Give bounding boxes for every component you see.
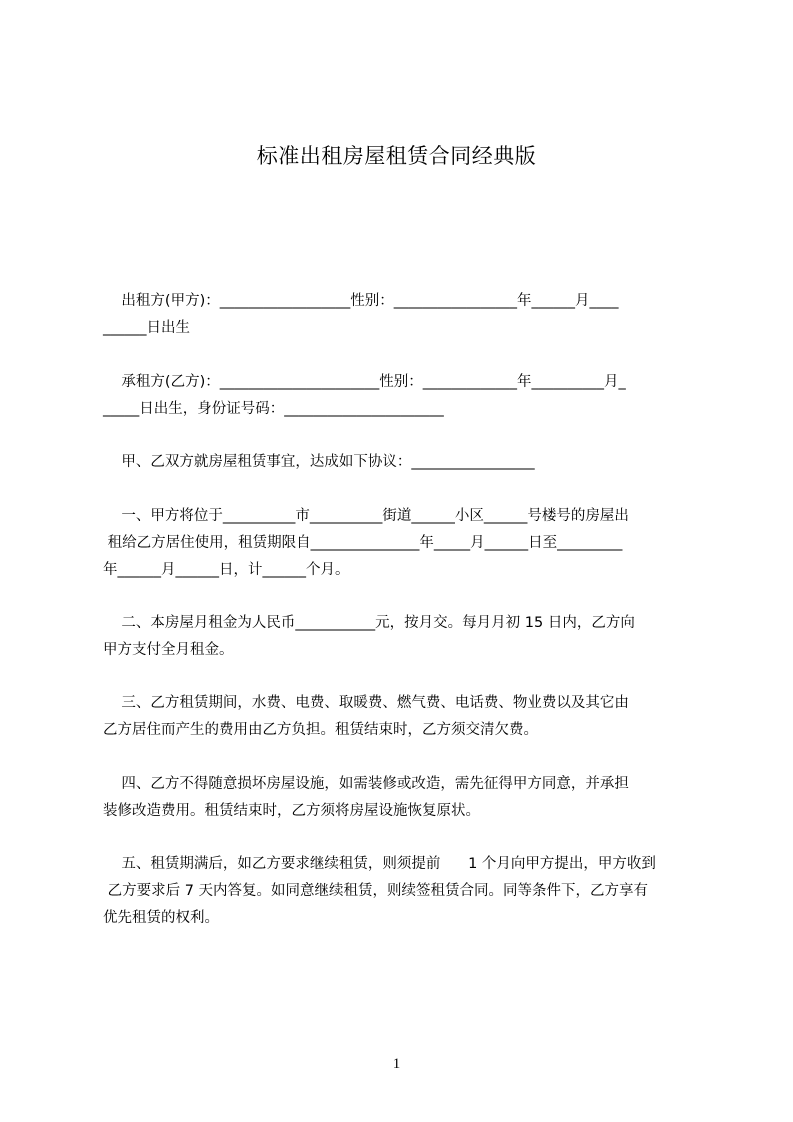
clause-5-line-2: 乙方要求后 7 天内答复。如同意继续租赁，则续签租赁合同。同等条件下，乙方享有 (103, 883, 649, 899)
clause-1-line-1: 一、甲方将位于__________市__________街道______小区______号楼号的房屋出 (103, 508, 629, 524)
clause-5-line-3: 优先租赁的权利。 (103, 910, 219, 926)
clause-3-line-1: 三、乙方租赁期间，水费、电费、取暖费、燃气费、电话费、物业费以及其它由 (103, 695, 629, 711)
clause-4-line-2: 装修改造费用。租赁结束时，乙方须将房屋设施恢复原状。 (103, 803, 480, 819)
clause-4-line-1: 四、乙方不得随意损坏房屋设施，如需装修或改造，需先征得甲方同意，并承担 (103, 776, 629, 792)
clause-2-line-1: 二、本房屋月租金为人民币___________元，按月交。每月月初 15 日内，乙方向 (103, 615, 635, 631)
text-line-party-a-birth: ______日出生 (103, 320, 190, 336)
text-line-party-b: 承租方(乙方)：______________________性别：_____________年__________月_ (103, 374, 626, 390)
page-number: 1 (392, 1056, 401, 1072)
clause-5-line-1: 五、租赁期满后，如乙方要求继续租赁，则须提前 1 个月向甲方提出，甲方收到 (103, 856, 656, 872)
clause-2-line-2: 甲方支付全月租金。 (103, 642, 234, 658)
clause-1-line-3: 年______月______日，计______个月。 (103, 562, 350, 578)
clause-1-line-2: 租给乙方居住使用，租赁期限自_______________年_____月______日至_________ (103, 535, 623, 551)
clause-3-line-2: 乙方居住而产生的费用由乙方负担。租赁结束时，乙方须交清欠费。 (103, 722, 538, 738)
text-line-agreement: 甲、乙双方就房屋租赁事宜，达成如下协议：_________________ (103, 454, 535, 470)
text-line-party-a: 出租方(甲方)：__________________性别：_________________年______月____ (103, 293, 619, 309)
text-line-party-b-id: _____日出生，身份证号码：______________________ (103, 401, 444, 417)
document-title: 标准出租房屋租赁合同经典版 (256, 144, 537, 168)
